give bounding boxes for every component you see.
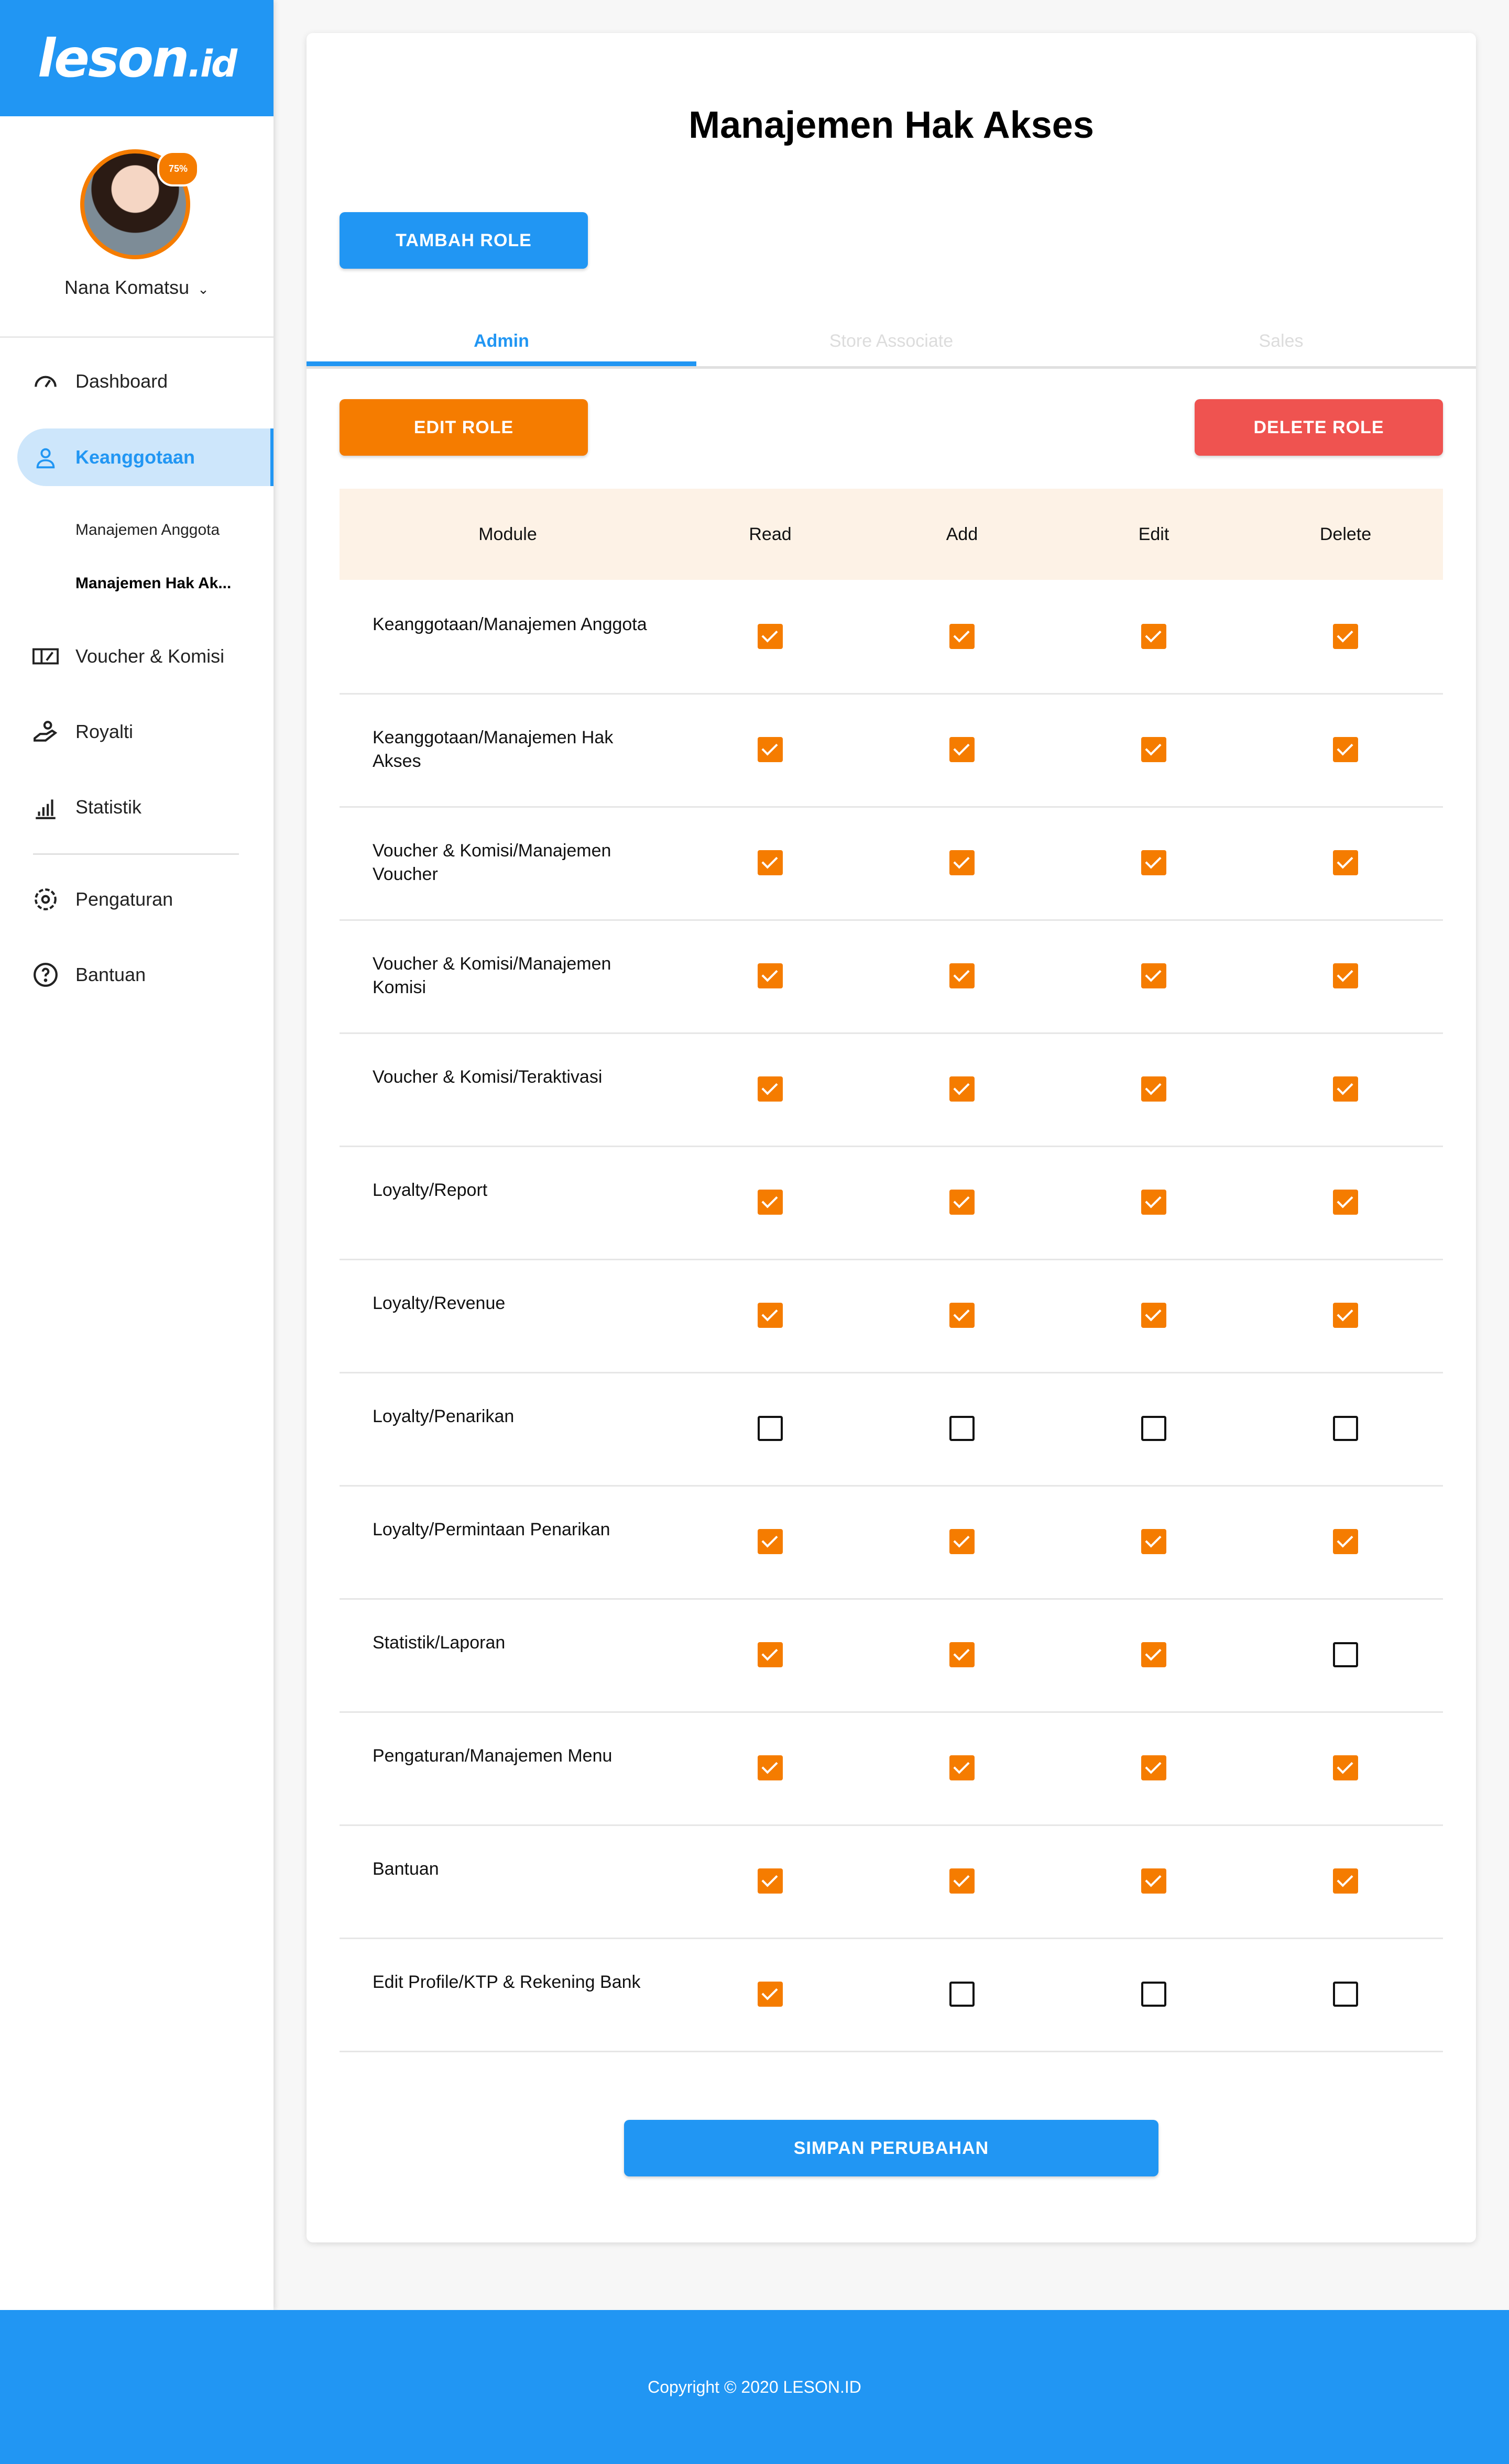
divider [0, 336, 274, 338]
edit-checkbox[interactable] [1141, 1529, 1166, 1554]
module-name: Voucher & Komisi/Teraktivasi [373, 1067, 603, 1087]
table-row [340, 580, 1443, 695]
table-row [340, 919, 1443, 1034]
module-name: Statistik/Laporan [373, 1633, 506, 1653]
edit-checkbox[interactable] [1141, 624, 1166, 649]
sidebar-item-label: Dashboard [75, 370, 168, 392]
add-checkbox[interactable] [949, 737, 975, 762]
edit-checkbox[interactable] [1141, 1303, 1166, 1328]
module-name: Voucher & Komisi/Manajemen Voucher [373, 841, 611, 884]
sidebar-item-label: Bantuan [75, 964, 146, 985]
logo[interactable] [38, 28, 236, 89]
sidebar-item-voucher-komisi[interactable] [0, 628, 274, 685]
delete-checkbox[interactable] [1333, 1642, 1358, 1667]
edit-checkbox[interactable] [1141, 1416, 1166, 1441]
delete-checkbox[interactable] [1333, 1416, 1358, 1441]
delete-checkbox[interactable] [1333, 737, 1358, 762]
sidebar-item-statistik[interactable] [0, 778, 274, 836]
add-checkbox[interactable] [949, 1303, 975, 1328]
hand-coin-icon [31, 718, 60, 746]
module-name: Pengaturan/Manajemen Menu [373, 1746, 613, 1766]
sidebar-item-royalti[interactable] [0, 703, 274, 761]
add-role-button[interactable]: TAMBAH ROLE [340, 212, 588, 269]
sidebar-item-label: Royalti [75, 721, 134, 742]
module-name: Bantuan [373, 1859, 439, 1879]
add-checkbox[interactable] [949, 1190, 975, 1215]
table-row [340, 1938, 1443, 2052]
delete-checkbox[interactable] [1333, 1076, 1358, 1102]
read-checkbox[interactable] [758, 1642, 783, 1667]
edit-checkbox[interactable] [1141, 1076, 1166, 1102]
table-row [340, 806, 1443, 921]
add-checkbox[interactable] [949, 624, 975, 649]
user-menu[interactable] [0, 277, 274, 299]
table-header [340, 489, 1443, 580]
tab-store-associate[interactable]: Store Associate [829, 331, 954, 351]
add-checkbox[interactable] [949, 1416, 975, 1441]
table-row [340, 1485, 1443, 1600]
read-checkbox[interactable] [758, 1529, 783, 1554]
tab-indicator [307, 361, 696, 366]
read-checkbox[interactable] [758, 850, 783, 875]
table-row [340, 1259, 1443, 1373]
sidebar-item-bantuan[interactable] [0, 946, 274, 1004]
read-checkbox[interactable] [758, 1303, 783, 1328]
sidebar-subitem-manajemen-anggota[interactable]: Manajemen Anggota [75, 521, 220, 538]
delete-checkbox[interactable] [1333, 1190, 1358, 1215]
add-checkbox[interactable] [949, 1529, 975, 1554]
edit-checkbox[interactable] [1141, 1982, 1166, 2007]
add-checkbox[interactable] [949, 1642, 975, 1667]
module-name: Voucher & Komisi/Manajemen Komisi [373, 954, 611, 997]
column-header-edit: Edit [1138, 524, 1169, 544]
add-checkbox[interactable] [949, 1076, 975, 1102]
user-icon [31, 443, 60, 471]
table-row [340, 1711, 1443, 1826]
delete-checkbox[interactable] [1333, 1868, 1358, 1894]
add-checkbox[interactable] [949, 1868, 975, 1894]
main-card [307, 33, 1476, 2242]
column-header-delete: Delete [1319, 524, 1372, 544]
add-checkbox[interactable] [949, 1982, 975, 2007]
edit-role-button[interactable]: EDIT ROLE [340, 399, 588, 456]
footer [0, 2310, 1509, 2464]
edit-checkbox[interactable] [1141, 1190, 1166, 1215]
edit-checkbox[interactable] [1141, 1868, 1166, 1894]
module-name: Loyalty/Permintaan Penarikan [373, 1520, 610, 1539]
sidebar-item-label: Voucher & Komisi [75, 645, 225, 667]
column-header-add: Add [946, 524, 978, 544]
delete-role-button[interactable]: DELETE ROLE [1195, 399, 1443, 456]
logo-bar [0, 0, 274, 116]
table-row [340, 1372, 1443, 1487]
delete-checkbox[interactable] [1333, 1303, 1358, 1328]
module-name: Loyalty/Report [373, 1180, 488, 1200]
logo-suffix: .id [188, 42, 236, 85]
read-checkbox[interactable] [758, 737, 783, 762]
sidebar-item-dashboard[interactable] [0, 353, 274, 410]
table-row [340, 1824, 1443, 1939]
sidebar-item-label: Statistik [75, 796, 142, 818]
module-name: Edit Profile/KTP & Rekening Bank [373, 1972, 641, 1992]
read-checkbox[interactable] [758, 963, 783, 988]
add-checkbox[interactable] [949, 850, 975, 875]
edit-checkbox[interactable] [1141, 850, 1166, 875]
add-checkbox[interactable] [949, 963, 975, 988]
column-header-module: Module [478, 524, 537, 544]
bar-chart-icon [31, 793, 60, 821]
module-name: Loyalty/Revenue [373, 1293, 506, 1313]
tab-sales[interactable]: Sales [1259, 331, 1304, 351]
delete-checkbox[interactable] [1333, 624, 1358, 649]
sidebar-item-label: Pengaturan [75, 888, 173, 910]
table-row [340, 1032, 1443, 1147]
divider [33, 853, 239, 855]
save-changes-button[interactable]: SIMPAN PERUBAHAN [624, 2120, 1158, 2176]
delete-checkbox[interactable] [1333, 1982, 1358, 2007]
delete-checkbox[interactable] [1333, 1529, 1358, 1554]
sidebar-subitem-manajemen-hak-akses[interactable]: Manajemen Hak Ak... [75, 575, 232, 592]
logo-main: leson [37, 27, 188, 89]
gear-icon [31, 885, 60, 914]
module-name: Loyalty/Penarikan [373, 1406, 515, 1426]
sidebar-item-keanggotaan[interactable] [17, 428, 272, 486]
column-header-read: Read [749, 524, 792, 544]
progress-badge: 75% [157, 151, 199, 186]
read-checkbox[interactable] [758, 1416, 783, 1441]
module-name: Keanggotaan/Manajemen Hak Akses [373, 728, 614, 771]
read-checkbox[interactable] [758, 1868, 783, 1894]
speedometer-icon [31, 367, 60, 395]
read-checkbox[interactable] [758, 1190, 783, 1215]
delete-checkbox[interactable] [1333, 850, 1358, 875]
username: Nana Komatsu [64, 277, 190, 298]
read-checkbox[interactable] [758, 624, 783, 649]
edit-checkbox[interactable] [1141, 1642, 1166, 1667]
help-icon [31, 961, 60, 989]
table-row [340, 693, 1443, 808]
table-row [340, 1146, 1443, 1260]
voucher-icon [31, 642, 60, 670]
edit-checkbox[interactable] [1141, 737, 1166, 762]
table-row [340, 1598, 1443, 1713]
edit-checkbox[interactable] [1141, 1755, 1166, 1780]
delete-checkbox[interactable] [1333, 1755, 1358, 1780]
read-checkbox[interactable] [758, 1076, 783, 1102]
read-checkbox[interactable] [758, 1982, 783, 2007]
module-name: Keanggotaan/Manajemen Anggota [373, 614, 647, 634]
add-checkbox[interactable] [949, 1755, 975, 1780]
role-tabs [307, 316, 1476, 369]
copyright-text: Copyright © 2020 LESON.ID [648, 2377, 861, 2396]
tab-admin[interactable]: Admin [474, 331, 529, 351]
read-checkbox[interactable] [758, 1755, 783, 1780]
page-title: Manajemen Hak Akses [688, 104, 1094, 146]
sidebar-item-label: Keanggotaan [75, 446, 195, 468]
delete-checkbox[interactable] [1333, 963, 1358, 988]
edit-checkbox[interactable] [1141, 963, 1166, 988]
sidebar [0, 0, 274, 2310]
sidebar-item-pengaturan[interactable] [0, 871, 274, 928]
active-indicator [270, 428, 274, 486]
chevron-down-icon: ⌄ [198, 281, 209, 297]
